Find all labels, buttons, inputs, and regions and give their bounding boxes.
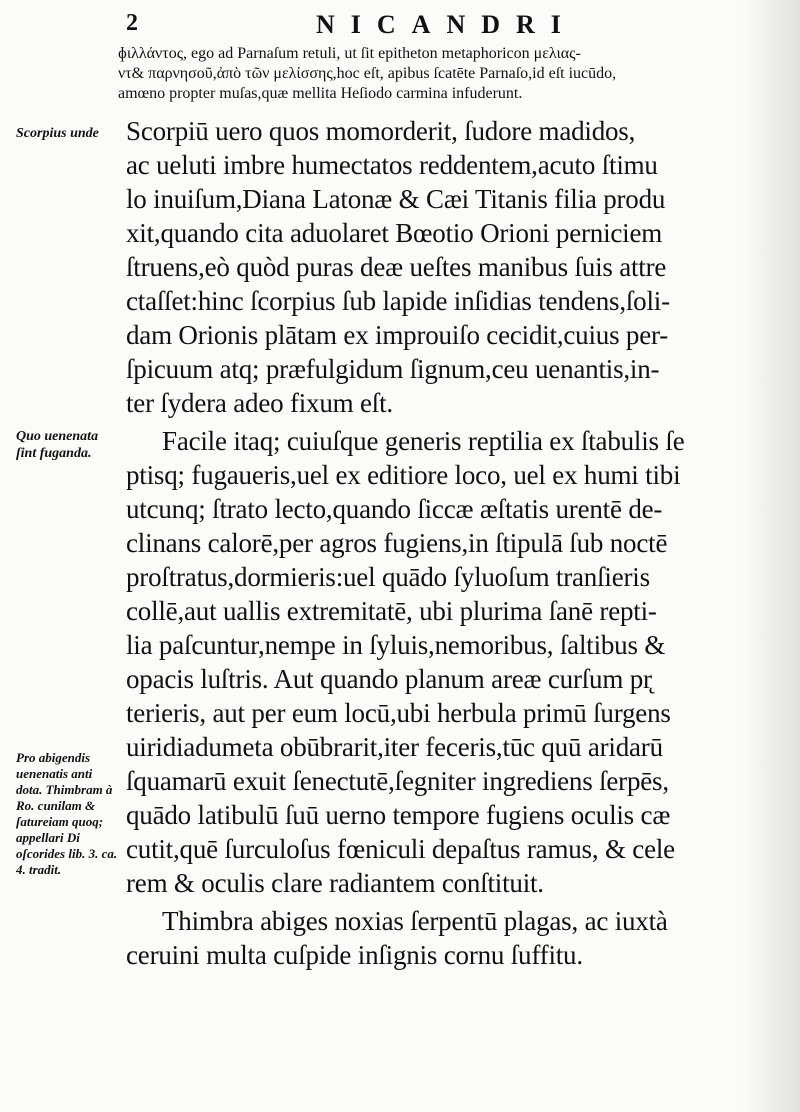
- text-line: collē,aut uallis extremitatē, ubi plurima ſanē repti-: [126, 596, 657, 626]
- text-line: ſquamarū exuit ſenectutē,ſegniter ingrediens ſerpēs,: [126, 766, 669, 796]
- text-line: uiridiadumeta obūbrarit,iter feceris,tūc quū aridarū: [126, 732, 663, 762]
- text-line: dam Orionis plātam ex improuiſo cecidit,cuius per-: [126, 320, 669, 350]
- text-line: ter ſydera adeo fixum eſt.: [126, 388, 393, 418]
- commentary-note: [118, 44, 758, 104]
- page-header: [120, 10, 760, 39]
- marginal-note: Scorpius unde: [16, 126, 99, 141]
- marginal-note: Pro abigendis uenenatis anti dota. Thimbram à Ro. cunilam & ſatureiam quoq; appellari Di oſcorides lib. 3. ca. 4. tradit.: [16, 750, 118, 877]
- text-line: ptisq; fugaueris,uel ex editiore loco, uel ex humi tibi: [126, 460, 681, 490]
- text-line: opacis luſtris. Aut quando planum areæ curſum pr̨: [126, 664, 652, 694]
- text-line: cutit,quē ſurculoſus fœniculi depaſtus ramus, & cele: [126, 834, 675, 864]
- text-line: utcunq; ſtrato lecto,quando ſiccæ æſtatis urentē de-: [126, 494, 663, 524]
- text-line: Scorpiū uero quos momorderit, ſudore madidos,: [126, 116, 636, 146]
- running-head: NICANDRI: [316, 10, 577, 39]
- text-line: ſtruens,eò quòd puras deæ ueſtes manibus ſuis attre: [126, 252, 667, 282]
- page-number: 2: [126, 10, 138, 36]
- text-line: Thimbra abiges noxias ſerpentū plagas, ac iuxtà: [162, 906, 668, 936]
- note-line: ɸιλλάντος, ego ad Parnaſum retuli, ut ſit epitheton metaphoricon μελιας-: [118, 45, 581, 62]
- marginal-note: Quo uenenata ſint fuganda.: [16, 429, 99, 461]
- text-line: rem & oculis clare radiantem conſtituit.: [126, 868, 544, 898]
- main-text: [126, 114, 772, 972]
- text-line: clinans calorē,per agros fugiens,in ſtipulā ſub noctē: [126, 528, 668, 558]
- text-line: proſtratus,dormieris:uel quādo ſyluoſum tranſieris: [126, 562, 650, 592]
- note-line: ντ& παρνησοῦ,ἀπὸ τῶν μελίσσης,hoc eſt, apibus ſcatēte Parnaſo,id eſt iucūdo,: [118, 65, 617, 82]
- text-line: lia paſcuntur,nempe in ſyluis,nemoribus, ſaltibus &: [126, 630, 666, 660]
- text-line: lo inuiſum,Diana Latonæ & Cæi Titanis filia produ: [126, 184, 666, 214]
- text-line: ceruini multa cuſpide inſignis cornu ſuffitu.: [126, 940, 583, 970]
- text-line: quādo latibulū ſuū uerno tempore fugiens oculis cæ: [126, 800, 671, 830]
- text-line: ac ueluti imbre humectatos reddentem,acuto ſtimu: [126, 150, 658, 180]
- text-line: terieris, aut per eum locū,ubi herbula primū ſurgens: [126, 698, 671, 728]
- text-line: Facile itaq; cuiuſque generis reptilia ex ſtabulis ſe: [162, 426, 685, 456]
- note-line: amœno propter muſas,quæ mellita Heſiodo carmina infuderunt.: [118, 85, 523, 102]
- text-line: xit,quando cita aduolaret Bœotio Orioni perniciem: [126, 218, 663, 248]
- text-line: ctaſſet:hinc ſcorpius ſub lapide inſidias tendens,ſoli-: [126, 286, 670, 316]
- text-line: ſpicuum atq; præfulgidum ſignum,ceu uenantis,in-: [126, 354, 660, 384]
